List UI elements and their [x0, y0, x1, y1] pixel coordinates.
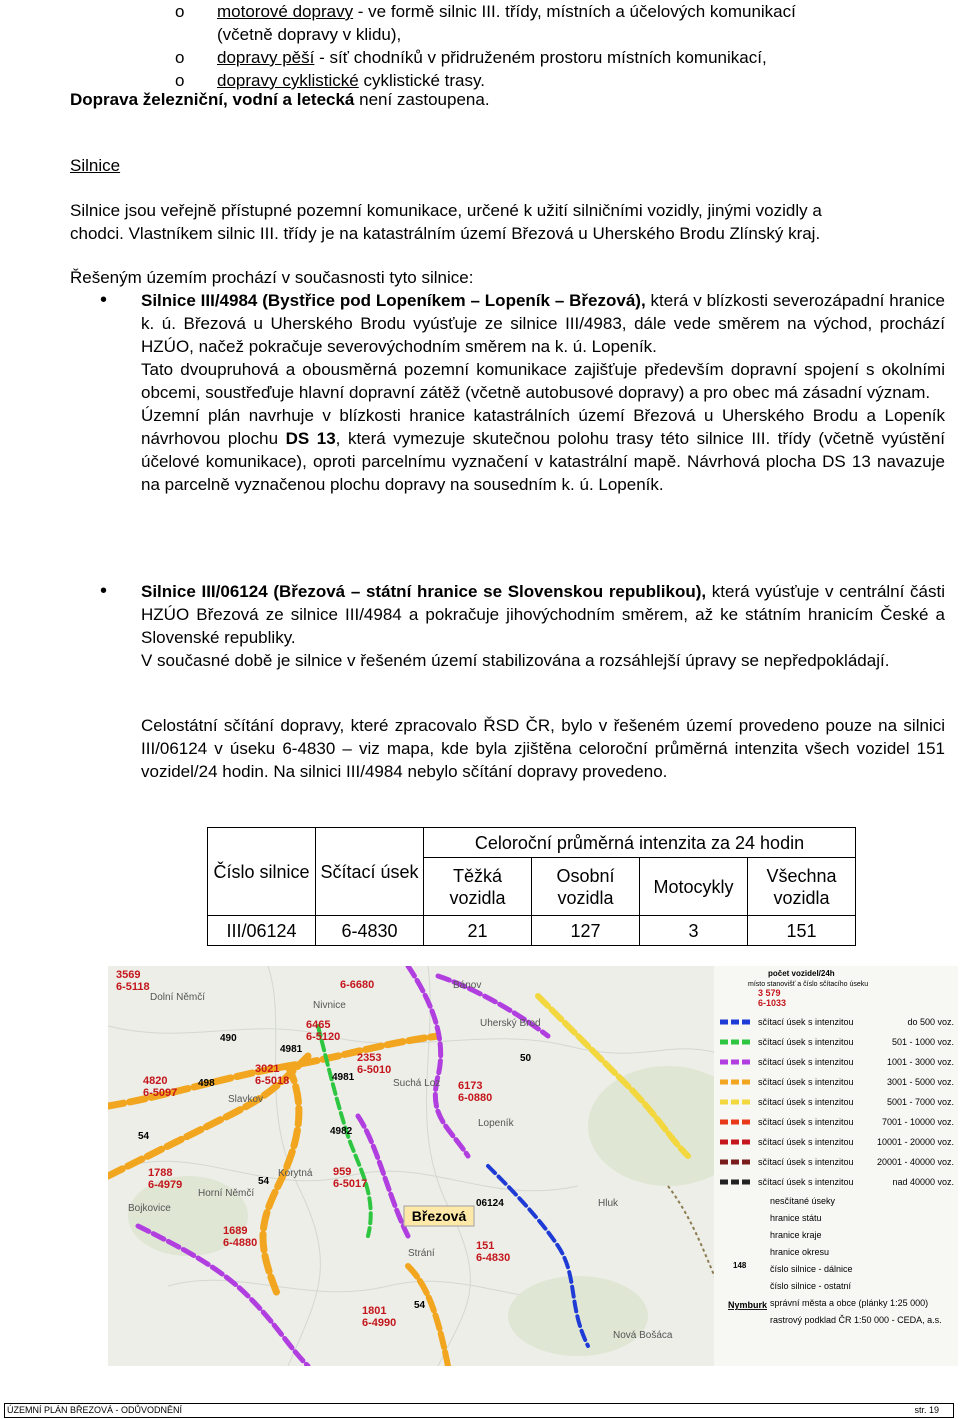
- page-number: str. 19: [914, 1405, 939, 1415]
- road-title: Silnice III/06124 (Březová – státní hranice se Slovenskou republikou),: [141, 582, 707, 601]
- road-item-body: [141, 580, 945, 672]
- list-item-link: dopravy cyklistické: [217, 71, 359, 90]
- place-name: Nivnice: [313, 1000, 346, 1011]
- legend-range: 3001 - 5000 voz.: [886, 1077, 954, 1087]
- road-number: 4981: [332, 1072, 355, 1083]
- legend-label: sčítací úsek s intenzitou: [758, 1177, 854, 1187]
- count-value: 6465: [306, 1019, 331, 1031]
- count-section: 6-5097: [143, 1087, 178, 1099]
- header-motorcycles: Motocykly: [640, 858, 748, 916]
- road-paragraph: Tato dvoupruhová a obousměrná pozemní komunikace zajišťuje především dopravní spojení s okolními obcemi, soustřeďuje hlavní dopravní zátěž (včetně autobusové dopravy) a pro obec má zásadní význam.: [141, 360, 945, 402]
- legend-road-number: 148: [733, 1261, 747, 1270]
- road-paragraph-text: , která vymezuje skutečnou polohu trasy této silnice III. třídy (včetně vyústění účelové komunikace), oproti parcelnímu vyznačení v katastrální mapě. Návrhová plocha DS 13 navazuje na parcelně vyznačenou plochu dopravy na sousedním k. ú. Lopeník.: [141, 429, 946, 494]
- road-number: 54: [138, 1131, 150, 1142]
- plot-code: DS 13: [285, 429, 336, 448]
- legend-range: nad 40000 voz.: [892, 1177, 954, 1187]
- header-cars: Osobní vozidla: [532, 858, 640, 916]
- place-name: Lopeník: [478, 1118, 514, 1129]
- intro-paragraph: [70, 199, 950, 245]
- place-name: Nová Bošáca: [613, 1330, 673, 1341]
- footer-title: ÚZEMNÍ PLÁN BŘEZOVÁ - ODŮVODNĚNÍ: [7, 1405, 183, 1415]
- list-item: [175, 46, 945, 69]
- count-value: 151: [476, 1240, 495, 1252]
- legend-range: do 500 voz.: [907, 1017, 954, 1027]
- road-number: 490: [220, 1033, 237, 1044]
- legend-header: místo stanovišť a číslo sčítacího úseku: [748, 981, 869, 988]
- rail-note-bold: Doprava železniční, vodní a letecká: [70, 90, 355, 109]
- table-row: [208, 916, 856, 946]
- count-value: 3021: [255, 1063, 280, 1075]
- road-lead: která v blízkosti severozápadní hranice k. ú. Březová u Uherského Brodu vyúsťuje ze silnice III/4983, dále vede směrem na východ, prochází HZÚO, načež pokračuje severovýchodním směrem na k. ú. Lopeník.: [141, 291, 945, 356]
- intro-line: Silnice jsou veřejně přístupné pozemní komunikace, určené k užití silničními vozidly, jinými vozidly a: [70, 201, 822, 220]
- count-section: 6-4830: [476, 1252, 511, 1264]
- count-section: 6-6680: [340, 979, 375, 991]
- list-item-link: dopravy pěší: [217, 48, 315, 67]
- place-name: Uherský Brod: [480, 1018, 541, 1029]
- place-name: Strání: [408, 1248, 435, 1259]
- header-road-number: Číslo silnice: [208, 828, 316, 916]
- list-marker: o: [175, 71, 185, 90]
- legend-range: 7001 - 10000 voz.: [881, 1117, 954, 1127]
- road-lead: která vyúsťuje v centrální části HZÚO Březová ze silnice III/4984 a pokračuje jihovýchodním směrem, až ke státním hranicím České a Slovenské republiky.: [141, 582, 945, 647]
- transport-type-list: [175, 0, 945, 92]
- list-marker: o: [175, 48, 185, 67]
- bullet: •: [100, 289, 108, 311]
- count-section: 6-5120: [306, 1031, 341, 1043]
- list-item: [175, 0, 945, 23]
- legend-label: sčítací úsek s intenzitou: [758, 1017, 854, 1027]
- count-value: 1689: [223, 1225, 248, 1237]
- count-section: 6-5010: [357, 1064, 392, 1076]
- count-value: 3569: [116, 969, 141, 981]
- road-number: 498: [198, 1078, 215, 1089]
- road-item-06124: [100, 580, 945, 672]
- legend-sample: 3 579: [758, 988, 781, 998]
- road-paragraph: V současné době je silnice v řešeném území stabilizována a rozsáhlejší úpravy se nepředpokládají.: [141, 651, 890, 670]
- header-census-section: Sčítací úsek: [316, 828, 424, 916]
- legend-label: sčítací úsek s intenzitou: [758, 1077, 854, 1087]
- road-number: 4982: [330, 1126, 353, 1137]
- list-item: [175, 23, 945, 46]
- road-number: 4981: [280, 1044, 303, 1055]
- header-heavy-vehicles: Těžká vozidla: [424, 858, 532, 916]
- count-section: 6-5017: [333, 1178, 368, 1190]
- legend-header: počet vozidel/24h: [768, 969, 835, 978]
- list-item-text: (včetně dopravy v klidu),: [217, 25, 402, 44]
- legend-range: 5001 - 7000 voz.: [886, 1097, 954, 1107]
- legend-label: rastrový podklad ČR 1:50 000 - CEDA, a.s.: [770, 1315, 942, 1325]
- legend-town: Nymburk: [728, 1300, 768, 1310]
- legend-label: číslo silnice - dálnice: [770, 1264, 853, 1274]
- road-description: [141, 580, 945, 649]
- count-section: 6-4990: [362, 1317, 397, 1329]
- legend-label: hranice kraje: [770, 1230, 822, 1240]
- count-section: 6-5018: [255, 1075, 290, 1087]
- count-value: 4820: [143, 1075, 168, 1087]
- legend-range: 20001 - 40000 voz.: [876, 1157, 954, 1167]
- legend-label: sčítací úsek s intenzitou: [758, 1117, 854, 1127]
- rail-note: [70, 88, 950, 111]
- legend-range: 10001 - 20000 voz.: [876, 1137, 954, 1147]
- legend-label: sčítací úsek s intenzitou: [758, 1037, 854, 1047]
- list-item-link: motorové dopravy: [217, 2, 354, 21]
- intro-line: chodci. Vlastníkem silnic III. třídy je na katastrálním území Březová u Uherského Brodu Zlínský kraj.: [70, 224, 821, 243]
- cell-section: 6-4830: [316, 916, 424, 946]
- map-legend: [714, 966, 958, 1366]
- list-item-text: - ve formě silnic III. třídy, místních a účelových komunikací: [353, 2, 796, 21]
- list-item-text: - síť chodníků v přidruženém prostoru místních komunikací,: [314, 48, 767, 67]
- road-title: Silnice III/4984 (Bystřice pod Lopeníkem – Lopeník – Březová),: [141, 291, 646, 310]
- count-section: 6-0880: [458, 1092, 493, 1104]
- road-number: 50: [520, 1053, 532, 1064]
- place-name: Bojkovice: [128, 1203, 171, 1214]
- cell-moto: 3: [640, 916, 748, 946]
- roads-intro: Řešeným územím prochází v současnosti tyto silnice:: [70, 268, 474, 287]
- road-paragraph: [141, 404, 945, 496]
- place-name: Bánov: [453, 980, 482, 991]
- legend-label: sčítací úsek s intenzitou: [758, 1097, 854, 1107]
- place-name: Slavkov: [228, 1094, 264, 1105]
- legend-label: číslo silnice - ostatní: [770, 1281, 852, 1291]
- legend-label: sčítací úsek s intenzitou: [758, 1157, 854, 1167]
- legend-label: sčítací úsek s intenzitou: [758, 1057, 854, 1067]
- legend-label: nesčítané úseky: [770, 1196, 836, 1206]
- count-section: 6-4979: [148, 1179, 183, 1191]
- list-item-text: cyklistické trasy.: [358, 71, 485, 90]
- count-value: 6173: [458, 1080, 483, 1092]
- legend-sample: 6-1033: [758, 998, 787, 1008]
- road-item-body: [141, 289, 945, 496]
- bullet: •: [100, 580, 108, 602]
- count-value: 959: [333, 1166, 352, 1178]
- rail-note-text: není zastoupena.: [354, 90, 490, 109]
- road-number: 06124: [476, 1198, 504, 1209]
- list-marker: o: [175, 2, 185, 21]
- count-value: 1801: [362, 1305, 387, 1317]
- legend-range: 1001 - 3000 voz.: [886, 1057, 954, 1067]
- count-section: 6-5118: [116, 981, 150, 993]
- count-section: 6-4880: [223, 1237, 258, 1249]
- legend-label: hranice státu: [770, 1213, 822, 1223]
- place-name: Hluk: [598, 1198, 619, 1209]
- road-description: [141, 289, 945, 358]
- place-name: Dolní Němčí: [150, 992, 206, 1003]
- cell-cars: 127: [532, 916, 640, 946]
- road-number: 54: [258, 1176, 270, 1187]
- road-paragraph-text: Územní plán navrhuje v blízkosti hranice katastrálních území Březová u Uherského Brodu a Lopeník návrhovou plochu: [141, 406, 945, 448]
- cell-all: 151: [748, 916, 856, 946]
- count-value: 1788: [148, 1167, 173, 1179]
- legend-label: hranice okresu: [770, 1247, 830, 1257]
- traffic-census-map: [108, 966, 958, 1366]
- header-intensity: Celoroční průměrná intenzita za 24 hodin: [424, 828, 856, 858]
- place-name: Horní Němčí: [198, 1188, 255, 1199]
- section-heading: Silnice: [70, 156, 121, 175]
- town-label: Březová: [411, 1208, 467, 1224]
- traffic-table: [207, 827, 856, 946]
- page-footer: [4, 1403, 954, 1418]
- cell-heavy: 21: [424, 916, 532, 946]
- place-name: Suchá Loz: [393, 1078, 441, 1089]
- road-item-4984: [100, 289, 945, 496]
- count-value: 2353: [357, 1052, 382, 1064]
- place-name: Korytná: [278, 1168, 313, 1179]
- legend-label: správní města a obce (plánky 1:25 000): [770, 1298, 929, 1308]
- census-paragraph: Celostátní sčítání dopravy, které zpracovalo ŘSD ČR, bylo v řešeném území provedeno pouze na silnici III/06124 v úseku 6-4830 – viz mapa, kde byla zjištěna celoroční průměrná intenzita všech vozidel 151 vozidel/24 hodin. Na silnici III/4984 nebylo sčítání dopravy provedeno.: [141, 716, 945, 781]
- road-number: 54: [414, 1300, 426, 1311]
- cell-road: III/06124: [208, 916, 316, 946]
- header-all-vehicles: Všechna vozidla: [748, 858, 856, 916]
- legend-label: sčítací úsek s intenzitou: [758, 1137, 854, 1147]
- legend-range: 501 - 1000 voz.: [891, 1037, 954, 1047]
